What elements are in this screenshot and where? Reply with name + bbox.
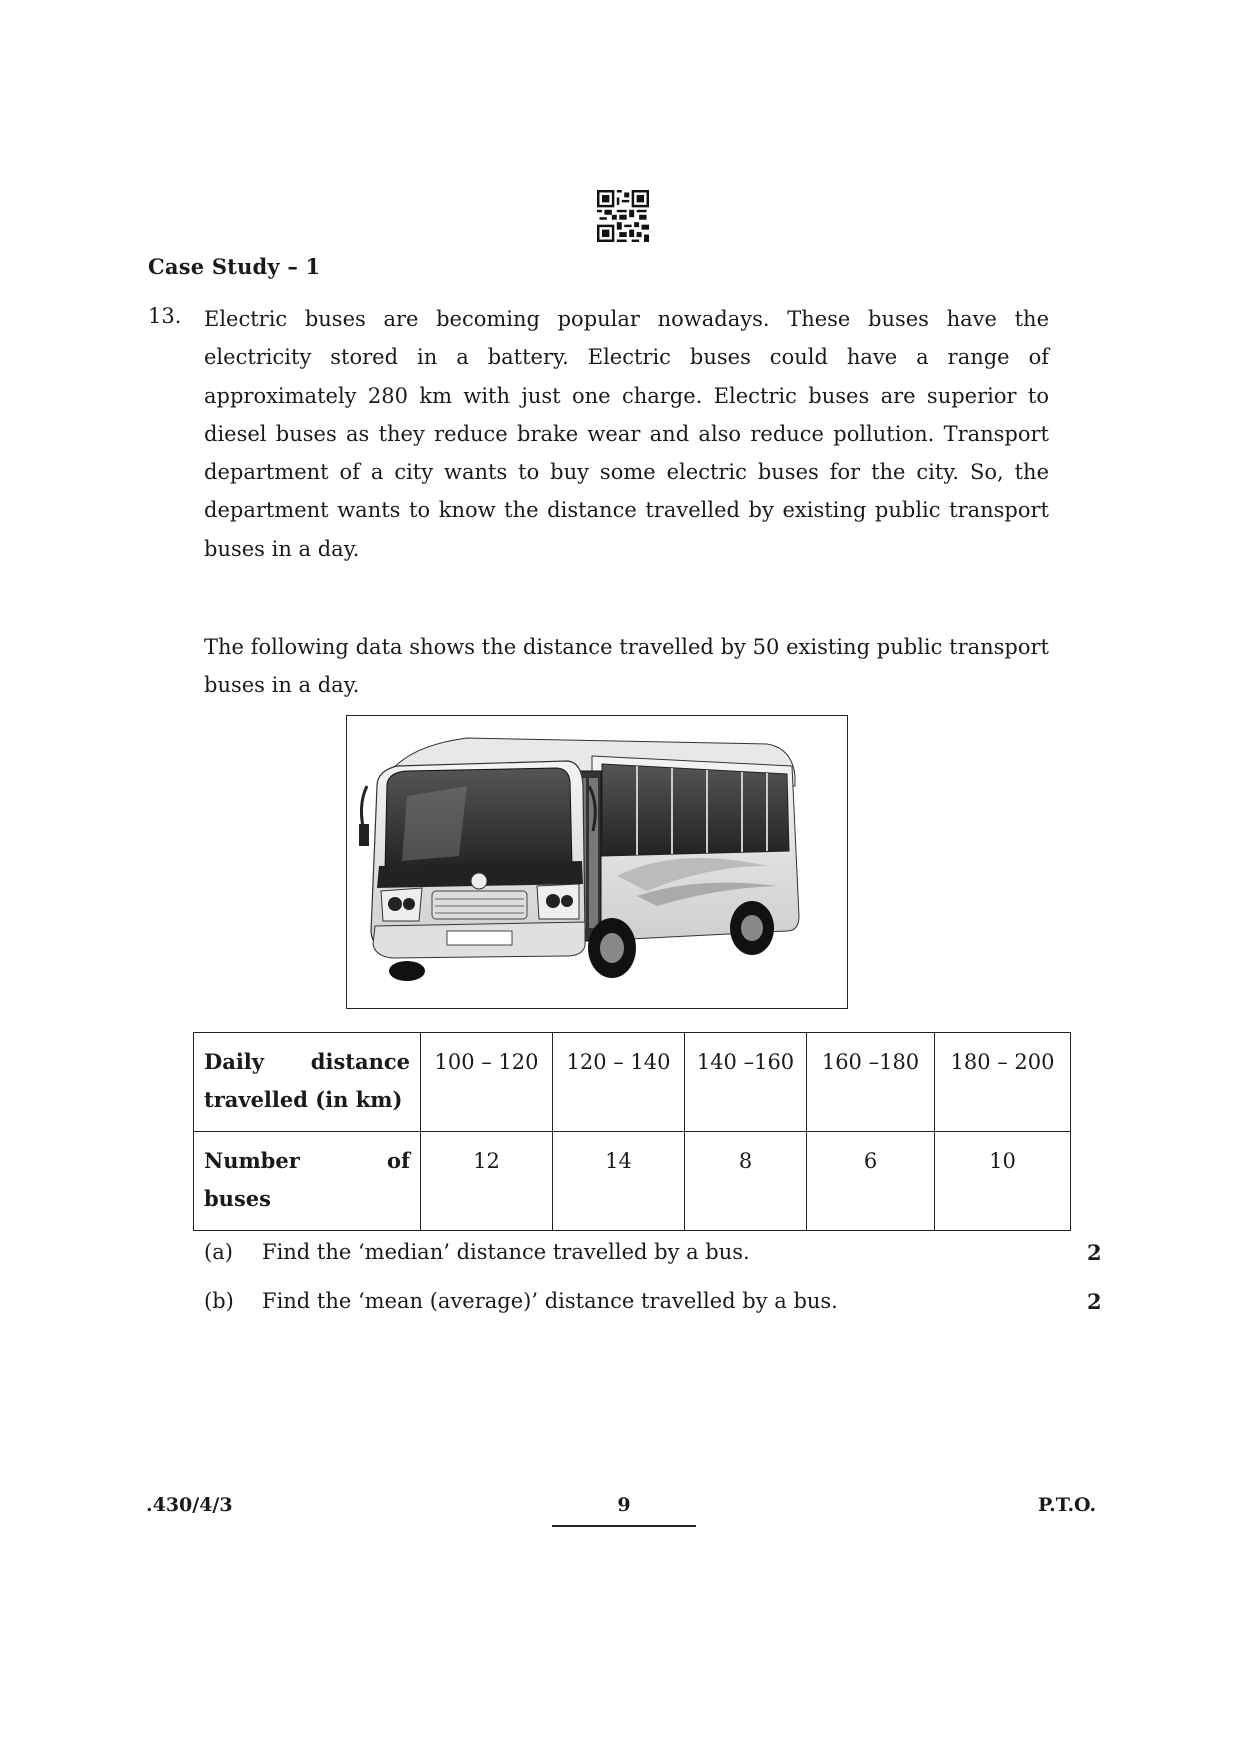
table-cell: 100 – 120 (421, 1033, 553, 1132)
paper-code: .430/4/3 (146, 1494, 233, 1516)
table-cell: 120 – 140 (553, 1033, 685, 1132)
distance-frequency-table (193, 1032, 1071, 1231)
table-cell: 8 (685, 1132, 807, 1231)
table-cell: 160 –180 (807, 1033, 935, 1132)
question-paragraph-2: The following data shows the distance travelled by 50 existing public transport buses in a day. (204, 635, 1049, 698)
question-paragraph-1: Electric buses are becoming popular nowadays. These buses have the electricity stored in a battery. Electric buses could have a range of approximately 280 km with just one charge. Electric buses are superior to diesel buses as they reduce brake wear and also reduce pollution. Transport department of a city wants to buy some electric buses for the city. So, the department wants to know the distance travelled by existing public transport buses in a day. (204, 307, 1049, 561)
marks-value: 2 (1087, 1240, 1102, 1265)
table-cell: 12 (421, 1132, 553, 1231)
bus-illustration (347, 716, 847, 1008)
table-row-header: Daily distance travelled (in km) (194, 1033, 421, 1132)
page-number-underline (552, 1525, 696, 1527)
subquestion-label: (b) (204, 1289, 234, 1313)
case-study-heading: Case Study – 1 (148, 254, 321, 279)
marks-value: 2 (1087, 1289, 1102, 1314)
qr-code-icon (597, 190, 649, 242)
table-cell: 14 (553, 1132, 685, 1231)
table-cell: 10 (935, 1132, 1071, 1231)
table-row (194, 1132, 1071, 1231)
table-cell: 6 (807, 1132, 935, 1231)
subquestion-label: (a) (204, 1240, 233, 1264)
pto-label: P.T.O. (1038, 1494, 1097, 1516)
table-row (194, 1033, 1071, 1132)
table-cell: 140 –160 (685, 1033, 807, 1132)
subquestion-text: Find the ‘mean (average)’ distance travelled by a bus. (262, 1289, 838, 1313)
page-number: 9 (617, 1494, 631, 1516)
bus-image-frame (346, 715, 848, 1009)
subquestion-text: Find the ‘median’ distance travelled by a bus. (262, 1240, 750, 1264)
table-row-header: Number of buses (194, 1132, 421, 1231)
question-number: 13. (148, 304, 182, 328)
table-cell: 180 – 200 (935, 1033, 1071, 1132)
